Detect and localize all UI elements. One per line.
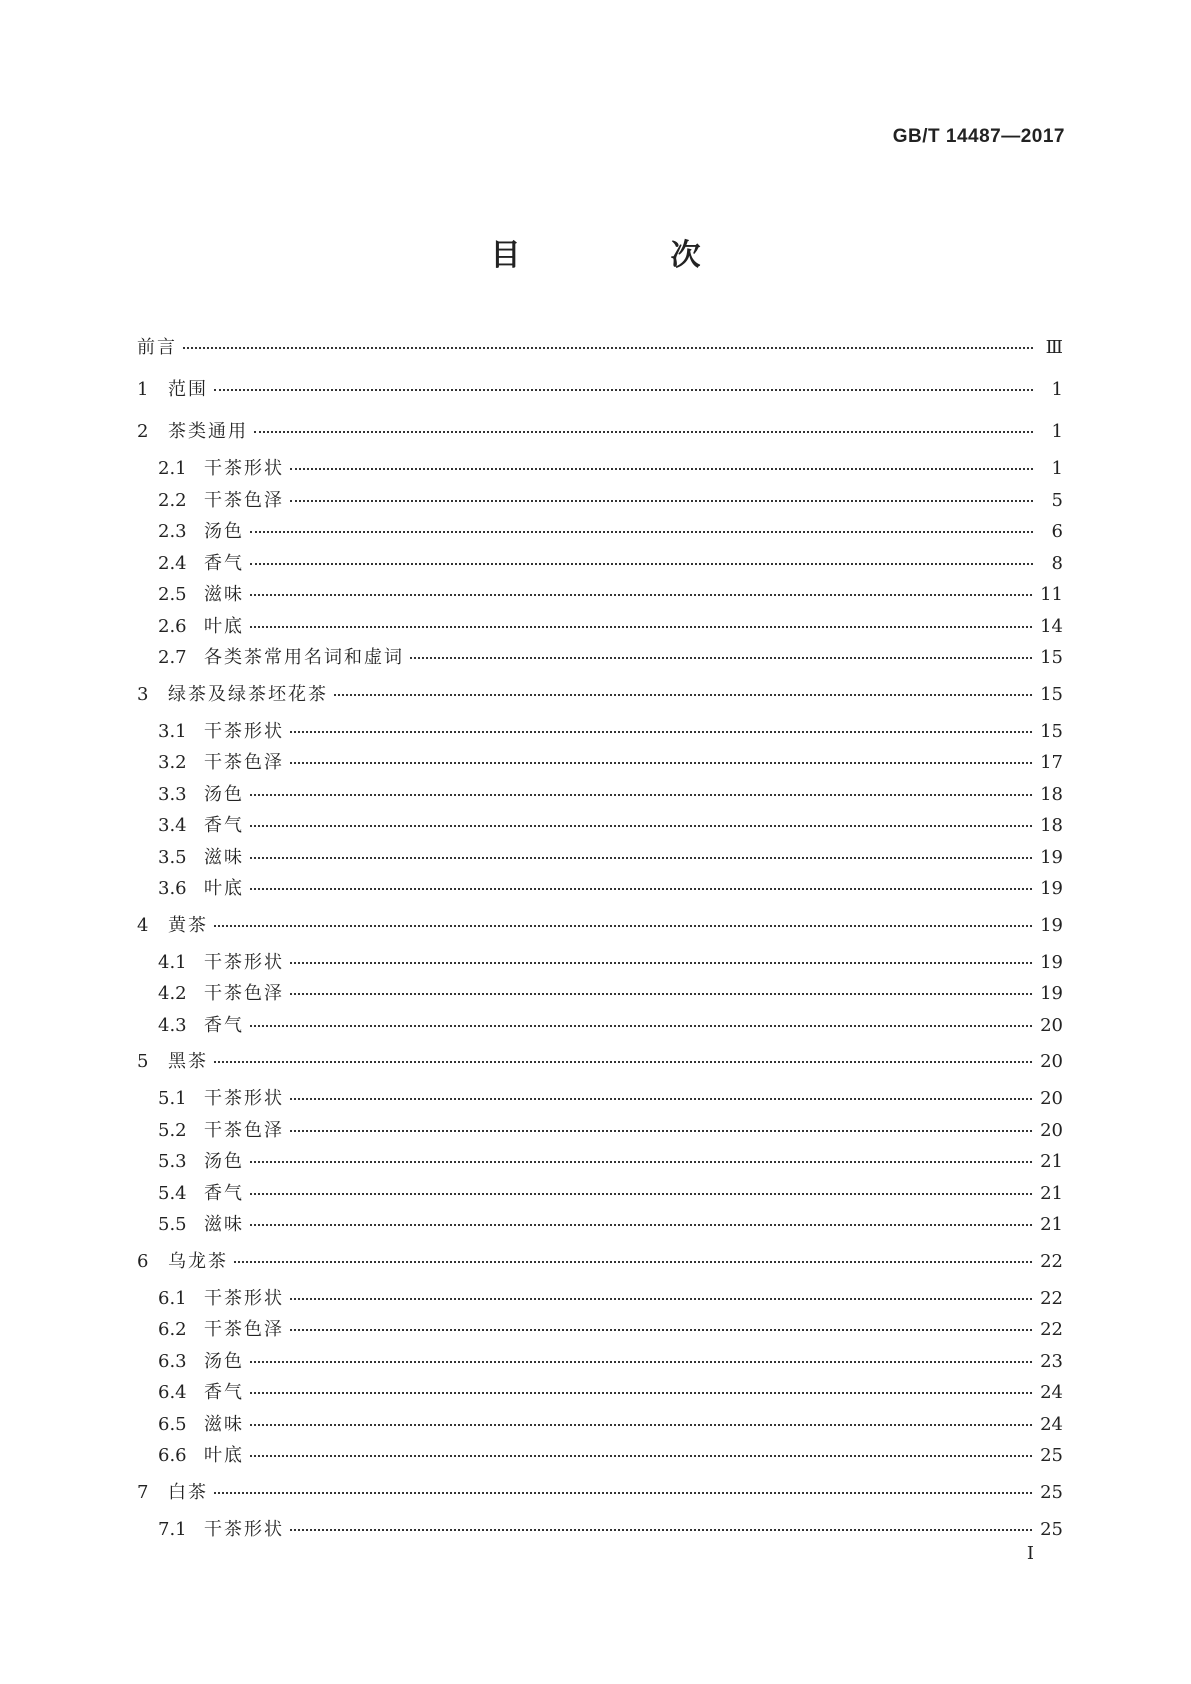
toc-dot-leader (250, 562, 1033, 565)
toc-dot-leader (250, 530, 1033, 533)
toc-entry-page: 15 (1040, 683, 1063, 705)
toc-dot-leader (410, 656, 1032, 659)
toc-entry[interactable] (137, 948, 1063, 980)
toc-entry-number: 7.1 (158, 1518, 187, 1540)
toc-dot-leader (250, 824, 1032, 827)
toc-entry-number: 3.4 (158, 815, 187, 836)
toc-entry-page: 20 (1040, 1014, 1063, 1036)
toc-entry-label: 干茶形状 (204, 458, 284, 479)
toc-entry-page: 1 (1051, 421, 1063, 442)
toc-entry-number: 6 (137, 1250, 149, 1272)
toc-dot-leader (290, 961, 1032, 964)
toc-entry-page: 24 (1040, 1413, 1063, 1435)
toc-entry-number: 2.7 (158, 647, 187, 668)
toc-entry[interactable] (137, 454, 1063, 486)
toc-entry-number: 4.1 (158, 951, 187, 973)
toc-entry-label: 各类茶常用名词和虚词 (204, 647, 404, 668)
toc-dot-leader (334, 693, 1032, 696)
toc-dot-leader (250, 1192, 1032, 1195)
toc-entry[interactable] (137, 1284, 1063, 1316)
toc-entry-number: 7 (137, 1481, 149, 1503)
toc-entry[interactable] (137, 1116, 1063, 1148)
toc-entry[interactable] (137, 549, 1063, 581)
toc-dot-leader (290, 1129, 1032, 1132)
toc-entry-number: 2.5 (158, 584, 187, 605)
toc-entry-page: 18 (1040, 783, 1063, 805)
toc-entry-label: 干茶色泽 (204, 1319, 284, 1340)
toc-entry-label: 干茶形状 (204, 720, 284, 742)
toc-entry-page: Ⅲ (1045, 337, 1063, 358)
toc-entry-page: 6 (1051, 521, 1063, 542)
toc-entry-page: 5 (1051, 489, 1063, 511)
toc-entry-label: 干茶形状 (204, 951, 284, 973)
toc-dot-leader (290, 1528, 1032, 1531)
toc-entry[interactable] (137, 1378, 1063, 1410)
toc-entry-number: 3.1 (158, 720, 187, 742)
toc-entry-label: 叶底 (204, 615, 244, 637)
table-of-contents (137, 328, 1063, 1546)
toc-dot-leader (250, 1391, 1032, 1394)
toc-entry-label: 干茶色泽 (204, 752, 284, 773)
toc-entry[interactable] (137, 748, 1063, 780)
toc-entry-number: 5.1 (158, 1088, 187, 1109)
toc-entry-page: 19 (1040, 878, 1063, 899)
toc-dot-leader (250, 887, 1032, 890)
toc-entry-number: 1 (137, 379, 149, 400)
toc-entry-page: 14 (1040, 615, 1063, 637)
toc-entry-number: 2.4 (158, 552, 187, 574)
toc-entry[interactable] (137, 580, 1063, 612)
toc-entry-label: 香气 (204, 552, 244, 574)
toc-entry[interactable] (137, 811, 1063, 843)
toc-entry[interactable] (137, 1515, 1063, 1547)
toc-entry-number: 5 (137, 1051, 149, 1072)
toc-entry-page: 1 (1051, 458, 1063, 479)
toc-entry-label: 叶底 (204, 1445, 244, 1466)
toc-entry-label: 叶底 (204, 878, 244, 899)
toc-entry-page: 25 (1040, 1518, 1063, 1540)
toc-entry-page: 20 (1040, 1051, 1063, 1072)
toc-entry-number: 6.1 (158, 1287, 187, 1309)
toc-dot-leader (290, 499, 1033, 502)
toc-dot-leader (250, 856, 1032, 859)
toc-dot-leader (250, 793, 1032, 796)
toc-entry-number: 2.1 (158, 458, 187, 479)
toc-dot-leader (214, 1491, 1032, 1494)
toc-entry-number: 3.5 (158, 846, 187, 868)
page-number: I (1026, 1543, 1034, 1564)
toc-entry-number: 5.4 (158, 1182, 187, 1204)
toc-entry[interactable] (137, 1441, 1063, 1473)
toc-dot-leader (290, 992, 1032, 995)
toc-entry[interactable] (137, 412, 1063, 454)
toc-entry[interactable] (137, 874, 1063, 906)
toc-entry-label: 汤色 (204, 1151, 244, 1172)
toc-entry[interactable] (137, 1042, 1063, 1084)
toc-entry[interactable] (137, 1011, 1063, 1043)
toc-entry-page: 23 (1040, 1350, 1063, 1372)
toc-entry-page: 20 (1040, 1119, 1063, 1141)
toc-entry-number: 6.3 (158, 1350, 187, 1372)
toc-entry[interactable] (137, 906, 1063, 948)
toc-entry-page: 21 (1040, 1151, 1063, 1172)
toc-entry-number: 5.3 (158, 1151, 187, 1172)
toc-entry-page: 25 (1040, 1445, 1063, 1466)
toc-entry-number: 2 (137, 421, 149, 442)
toc-entry[interactable] (137, 843, 1063, 875)
toc-entry-label: 茶类通用 (168, 421, 248, 442)
toc-entry-page: 24 (1040, 1382, 1063, 1403)
toc-entry-number: 2.3 (158, 521, 187, 542)
toc-entry-page: 22 (1040, 1287, 1063, 1309)
toc-entry-number: 4.2 (158, 983, 187, 1004)
toc-entry[interactable] (137, 517, 1063, 549)
toc-entry-page: 18 (1040, 815, 1063, 836)
toc-entry-number: 6.5 (158, 1413, 187, 1435)
toc-dot-leader (250, 1423, 1032, 1426)
toc-entry[interactable] (137, 643, 1063, 675)
toc-entry-number: 4 (137, 914, 149, 936)
toc-entry-label: 滋味 (204, 584, 244, 605)
toc-entry-label: 干茶色泽 (204, 489, 284, 511)
toc-entry-page: 11 (1040, 584, 1063, 605)
toc-entry-label: 范围 (168, 379, 208, 400)
toc-entry-label: 干茶色泽 (204, 983, 284, 1004)
toc-entry[interactable] (137, 1315, 1063, 1347)
toc-entry[interactable] (137, 780, 1063, 812)
toc-dot-leader (254, 430, 1033, 433)
toc-entry-number: 3.6 (158, 878, 187, 899)
toc-entry-page: 22 (1040, 1250, 1063, 1272)
toc-dot-leader (290, 730, 1032, 733)
toc-entry-label: 汤色 (204, 783, 244, 805)
toc-entry-label: 干茶形状 (204, 1518, 284, 1540)
toc-entry[interactable] (137, 612, 1063, 644)
toc-entry-number: 5.5 (158, 1214, 187, 1235)
toc-entry-number: 4.3 (158, 1014, 187, 1036)
toc-dot-leader (250, 1160, 1032, 1163)
toc-entry[interactable] (137, 486, 1063, 518)
toc-entry[interactable] (137, 675, 1063, 717)
toc-dot-leader (250, 1223, 1032, 1226)
toc-dot-leader (290, 467, 1033, 470)
toc-entry[interactable] (137, 1210, 1063, 1242)
toc-entry-number: 2.2 (158, 489, 187, 511)
toc-entry[interactable] (137, 979, 1063, 1011)
toc-entry[interactable] (137, 1410, 1063, 1442)
toc-entry-page: 19 (1040, 914, 1063, 936)
toc-entry-number: 2.6 (158, 615, 187, 637)
toc-entry[interactable] (137, 1242, 1063, 1284)
toc-entry-page: 17 (1040, 752, 1063, 773)
toc-entry-label: 滋味 (204, 1214, 244, 1235)
toc-entry-label: 乌龙茶 (168, 1250, 228, 1272)
toc-dot-leader (250, 1360, 1032, 1363)
toc-entry-label: 香气 (204, 1182, 244, 1204)
toc-entry-label: 香气 (204, 1014, 244, 1036)
toc-entry-number: 3.3 (158, 783, 187, 805)
toc-entry-page: 21 (1040, 1214, 1063, 1235)
toc-dot-leader (214, 924, 1032, 927)
toc-dot-leader (234, 1260, 1032, 1263)
toc-entry-page: 1 (1051, 379, 1063, 400)
toc-dot-leader (250, 625, 1032, 628)
toc-entry-label: 前言 (137, 337, 177, 358)
toc-entry-label: 干茶形状 (204, 1287, 284, 1309)
toc-entry[interactable] (137, 1147, 1063, 1179)
toc-entry-label: 汤色 (204, 521, 244, 542)
toc-entry-page: 19 (1040, 983, 1063, 1004)
toc-dot-leader (250, 593, 1032, 596)
toc-entry-label: 干茶色泽 (204, 1119, 284, 1141)
toc-entry-label: 汤色 (204, 1350, 244, 1372)
toc-entry-label: 滋味 (204, 1413, 244, 1435)
toc-entry-page: 15 (1040, 647, 1063, 668)
toc-entry[interactable] (137, 328, 1063, 370)
toc-entry[interactable] (137, 1473, 1063, 1515)
toc-entry-label: 香气 (204, 1382, 244, 1403)
standard-code: GB/T 14487—2017 (892, 126, 1065, 147)
toc-entry-number: 3.2 (158, 752, 187, 773)
toc-entry-label: 黑茶 (168, 1051, 208, 1072)
page-title: 目 次 (490, 238, 761, 273)
toc-entry-number: 5.2 (158, 1119, 187, 1141)
toc-entry-page: 21 (1040, 1182, 1063, 1204)
toc-entry-label: 白茶 (168, 1481, 208, 1503)
toc-dot-leader (290, 1297, 1032, 1300)
toc-dot-leader (290, 1328, 1032, 1331)
toc-entry[interactable] (137, 1084, 1063, 1116)
toc-entry-page: 20 (1040, 1088, 1063, 1109)
toc-entry-label: 滋味 (204, 846, 244, 868)
toc-entry-label: 干茶形状 (204, 1088, 284, 1109)
toc-dot-leader (290, 761, 1032, 764)
toc-entry-number: 3 (137, 683, 149, 705)
toc-entry[interactable] (137, 1179, 1063, 1211)
toc-dot-leader (290, 1097, 1032, 1100)
toc-dot-leader (214, 1060, 1032, 1063)
toc-entry-page: 8 (1051, 552, 1063, 574)
toc-entry-page: 22 (1040, 1319, 1063, 1340)
toc-dot-leader (214, 388, 1033, 391)
toc-dot-leader (250, 1024, 1032, 1027)
toc-entry[interactable] (137, 1347, 1063, 1379)
toc-entry-page: 25 (1040, 1481, 1063, 1503)
toc-dot-leader (183, 346, 1033, 349)
toc-entry-page: 19 (1040, 846, 1063, 868)
toc-entry-page: 15 (1040, 720, 1063, 742)
toc-entry-number: 6.6 (158, 1445, 187, 1466)
toc-entry-label: 黄茶 (168, 914, 208, 936)
toc-entry[interactable] (137, 370, 1063, 412)
toc-entry[interactable] (137, 717, 1063, 749)
toc-entry-number: 6.4 (158, 1382, 187, 1403)
toc-entry-page: 19 (1040, 951, 1063, 973)
toc-entry-label: 绿茶及绿茶坯花茶 (168, 683, 328, 705)
toc-dot-leader (250, 1454, 1032, 1457)
toc-entry-label: 香气 (204, 815, 244, 836)
toc-entry-number: 6.2 (158, 1319, 187, 1340)
